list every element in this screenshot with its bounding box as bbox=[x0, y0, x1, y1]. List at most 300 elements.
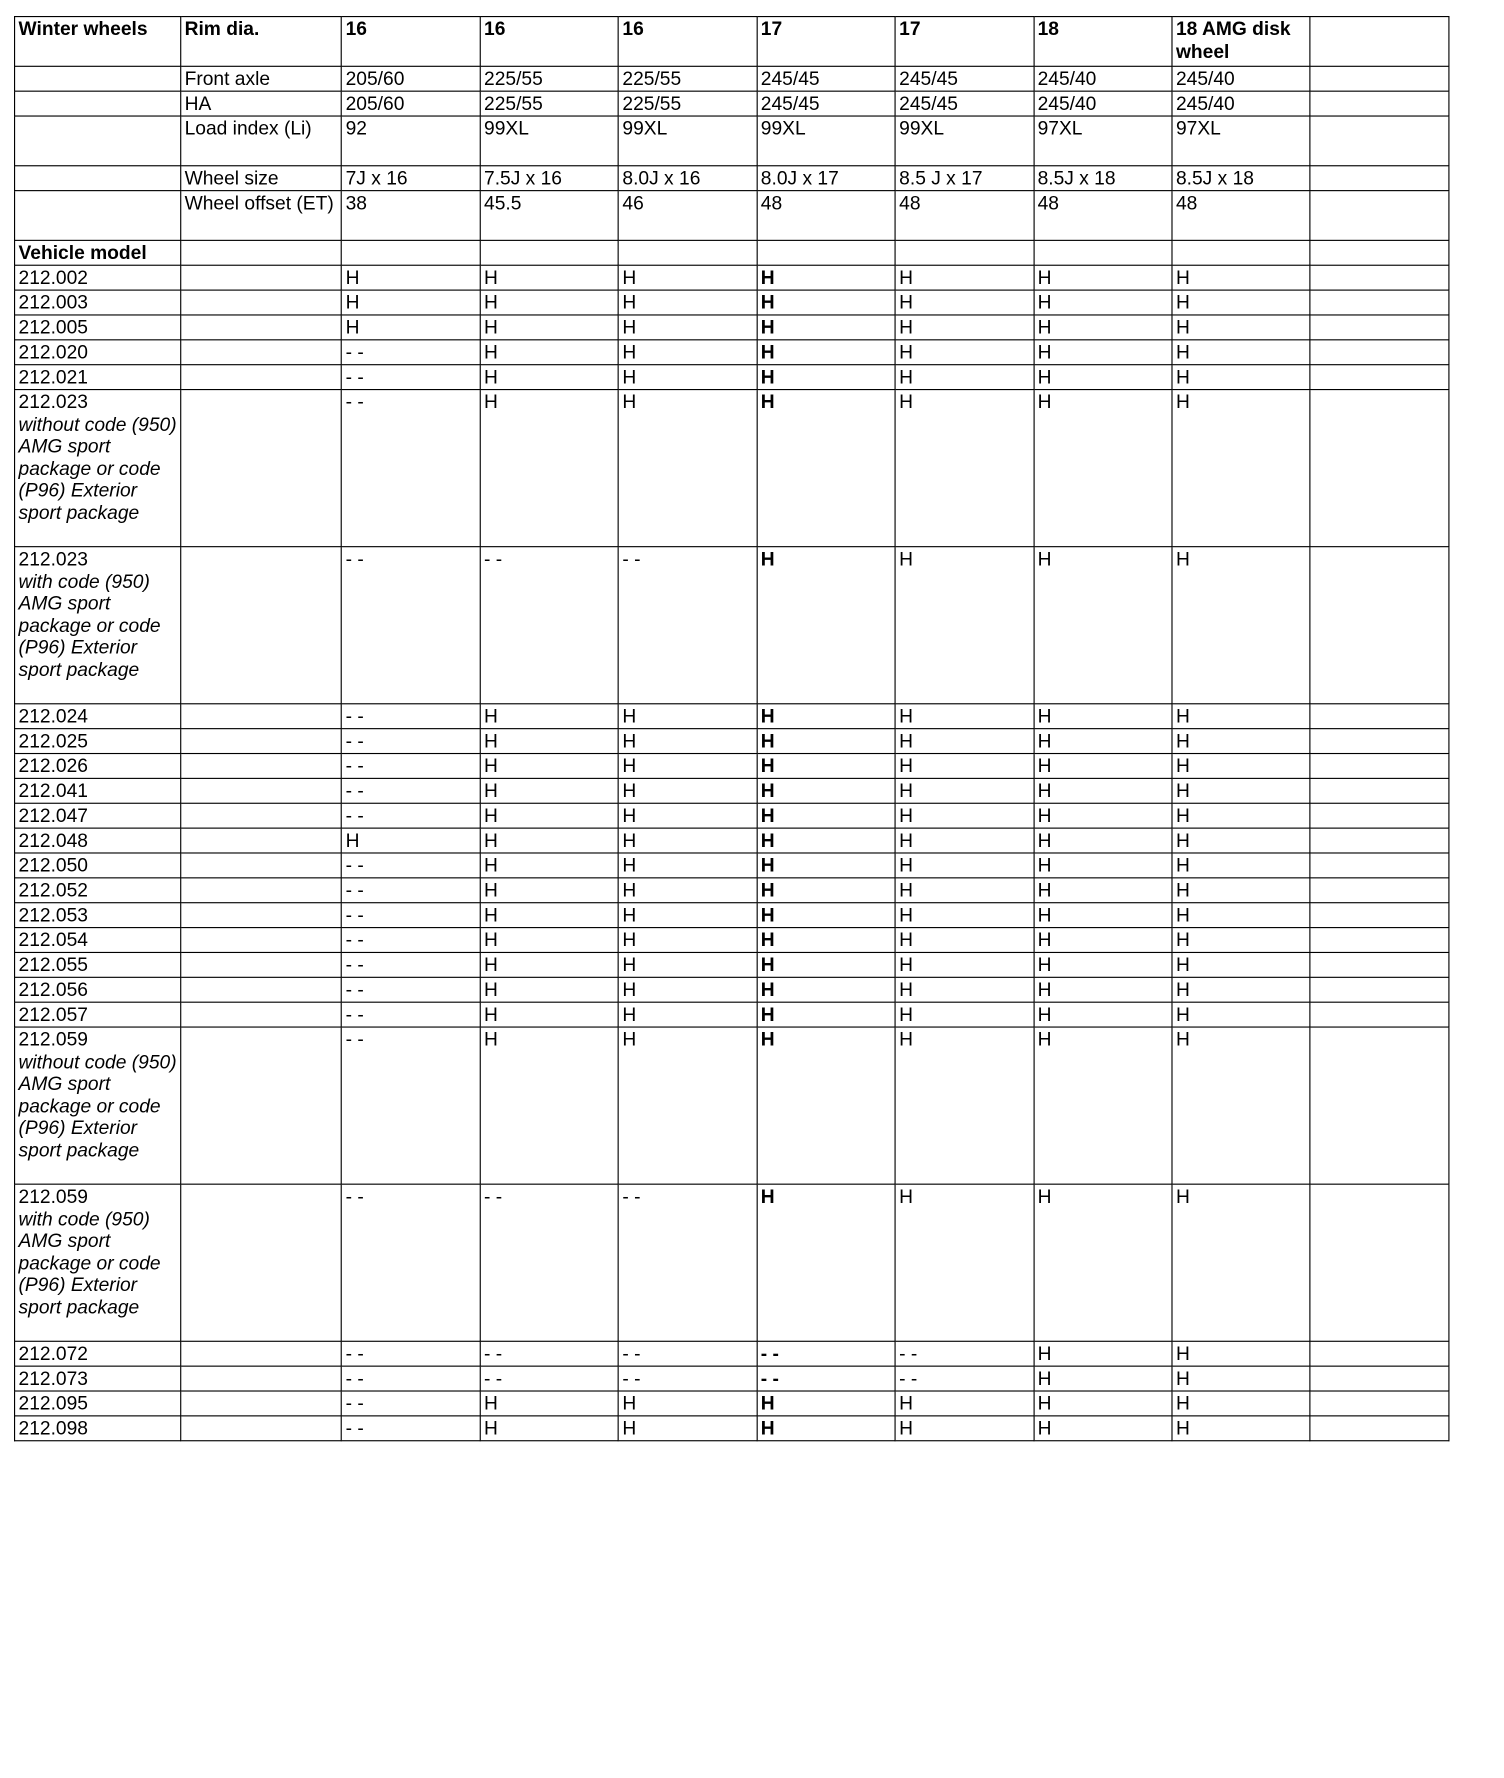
spec-value: 48 bbox=[757, 191, 895, 241]
fitment-value: H bbox=[757, 704, 895, 729]
fitment-value: H bbox=[895, 290, 1033, 315]
spec-value: 48 bbox=[895, 191, 1033, 241]
fitment-value bbox=[1310, 1002, 1449, 1027]
fitment-value bbox=[1310, 729, 1449, 754]
table-row bbox=[15, 1184, 1449, 1341]
vehicle-model-cell bbox=[15, 1002, 181, 1027]
spec-row bbox=[15, 116, 1449, 166]
fitment-value: H bbox=[618, 828, 756, 853]
fitment-value: H bbox=[895, 340, 1033, 365]
fitment-value bbox=[1310, 778, 1449, 803]
fitment-value: - - bbox=[342, 1002, 480, 1027]
vehicle-model-cell bbox=[15, 828, 181, 853]
empty-cell bbox=[181, 1341, 342, 1366]
fitment-value: H bbox=[618, 290, 756, 315]
empty-cell bbox=[181, 778, 342, 803]
vehicle-model-number: 212.023 bbox=[18, 548, 88, 570]
fitment-value bbox=[1310, 977, 1449, 1002]
fitment-value: H bbox=[1172, 1027, 1310, 1184]
spec-value: 245/40 bbox=[1034, 66, 1172, 91]
vehicle-model-number: 212.047 bbox=[18, 804, 88, 827]
fitment-value: H bbox=[618, 778, 756, 803]
spec-value: 8.0J x 16 bbox=[618, 166, 756, 191]
vehicle-model-cell bbox=[15, 365, 181, 390]
fitment-value: H bbox=[1034, 803, 1172, 828]
spec-empty-cell bbox=[15, 191, 181, 241]
fitment-value: H bbox=[757, 828, 895, 853]
fitment-value: H bbox=[1172, 928, 1310, 953]
rim-dia-cell: 16 bbox=[342, 17, 480, 67]
fitment-value: H bbox=[1034, 265, 1172, 290]
table-row bbox=[15, 315, 1449, 340]
vehicle-model-number: 212.025 bbox=[18, 730, 88, 752]
table-row bbox=[15, 547, 1449, 704]
table-row bbox=[15, 977, 1449, 1002]
fitment-value: H bbox=[1172, 1366, 1310, 1391]
spec-value: 7J x 16 bbox=[342, 166, 480, 191]
fitment-value: H bbox=[618, 878, 756, 903]
fitment-value: - - bbox=[618, 547, 756, 704]
spec-row bbox=[15, 91, 1449, 116]
spec-value: 8.5J x 18 bbox=[1172, 166, 1310, 191]
vehicle-model-cell bbox=[15, 1341, 181, 1366]
fitment-value bbox=[1310, 547, 1449, 704]
fitment-value: H bbox=[618, 1027, 756, 1184]
fitment-value bbox=[1310, 853, 1449, 878]
fitment-value: - - bbox=[342, 340, 480, 365]
empty-cell bbox=[181, 365, 342, 390]
fitment-value: H bbox=[895, 1416, 1033, 1441]
vehicle-model-number: 212.002 bbox=[18, 266, 88, 289]
table-row bbox=[15, 1027, 1449, 1184]
table-row bbox=[15, 754, 1449, 779]
spec-row bbox=[15, 66, 1449, 91]
fitment-value bbox=[1310, 1027, 1449, 1184]
spec-value bbox=[1310, 116, 1449, 166]
fitment-value: H bbox=[757, 1391, 895, 1416]
vehicle-model-cell bbox=[15, 315, 181, 340]
vehicle-model-number: 212.053 bbox=[18, 904, 88, 926]
fitment-value: H bbox=[480, 1416, 618, 1441]
rim-dia-cell bbox=[1310, 17, 1449, 67]
fitment-value: H bbox=[1034, 1416, 1172, 1441]
spec-value: 99XL bbox=[480, 116, 618, 166]
fitment-value: H bbox=[480, 1027, 618, 1184]
fitment-value bbox=[1310, 704, 1449, 729]
fitment-value: - - bbox=[895, 1366, 1033, 1391]
vehicle-model-number: 212.048 bbox=[18, 829, 88, 852]
fitment-value: H bbox=[480, 903, 618, 928]
fitment-value: H bbox=[480, 778, 618, 803]
empty-cell bbox=[181, 952, 342, 977]
fitment-value: H bbox=[757, 928, 895, 953]
fitment-value: H bbox=[1172, 1184, 1310, 1341]
fitment-value: H bbox=[342, 290, 480, 315]
spec-value: 99XL bbox=[757, 116, 895, 166]
fitment-value bbox=[1310, 290, 1449, 315]
spec-value: 245/40 bbox=[1172, 91, 1310, 116]
fitment-value: - - bbox=[480, 547, 618, 704]
spec-value: 38 bbox=[342, 191, 480, 241]
fitment-value: H bbox=[480, 977, 618, 1002]
fitment-value: - - bbox=[480, 1366, 618, 1391]
empty-cell bbox=[1310, 240, 1449, 265]
fitment-value: H bbox=[618, 1391, 756, 1416]
fitment-value: H bbox=[1172, 265, 1310, 290]
fitment-value: H bbox=[757, 778, 895, 803]
fitment-value: H bbox=[480, 853, 618, 878]
fitment-value: - - bbox=[342, 853, 480, 878]
fitment-value: H bbox=[480, 952, 618, 977]
fitment-value: H bbox=[1034, 878, 1172, 903]
vehicle-model-number: 212.059 bbox=[18, 1028, 88, 1051]
fitment-value: H bbox=[1034, 828, 1172, 853]
vehicle-model-number: 212.072 bbox=[18, 1342, 88, 1365]
vehicle-model-number: 212.026 bbox=[18, 755, 88, 777]
fitment-value: H bbox=[757, 290, 895, 315]
fitment-value bbox=[1310, 1366, 1449, 1391]
vehicle-model-cell bbox=[15, 803, 181, 828]
empty-cell bbox=[618, 240, 756, 265]
table-row bbox=[15, 704, 1449, 729]
fitment-value: H bbox=[1172, 1002, 1310, 1027]
fitment-value: - - bbox=[480, 1341, 618, 1366]
fitment-value: H bbox=[1034, 754, 1172, 779]
spec-value: 97XL bbox=[1034, 116, 1172, 166]
table-row bbox=[15, 778, 1449, 803]
spec-value bbox=[1310, 166, 1449, 191]
fitment-value bbox=[1310, 878, 1449, 903]
vehicle-model-cell bbox=[15, 928, 181, 953]
fitment-value: H bbox=[895, 390, 1033, 547]
vehicle-model-header-row bbox=[15, 240, 1449, 265]
table-row bbox=[15, 1366, 1449, 1391]
fitment-value: - - bbox=[618, 1366, 756, 1391]
table-title: Winter wheels bbox=[15, 17, 181, 67]
vehicle-model-cell bbox=[15, 729, 181, 754]
fitment-value: H bbox=[618, 977, 756, 1002]
fitment-value: H bbox=[618, 853, 756, 878]
fitment-value: H bbox=[895, 853, 1033, 878]
fitment-value bbox=[1310, 315, 1449, 340]
fitment-value: H bbox=[1034, 853, 1172, 878]
fitment-value: H bbox=[1034, 547, 1172, 704]
empty-cell bbox=[181, 853, 342, 878]
empty-cell bbox=[181, 977, 342, 1002]
vehicle-model-number: 212.054 bbox=[18, 929, 88, 951]
fitment-value bbox=[1310, 340, 1449, 365]
fitment-value: - - bbox=[342, 1027, 480, 1184]
fitment-value: H bbox=[1034, 903, 1172, 928]
fitment-value: H bbox=[480, 365, 618, 390]
fitment-value bbox=[1310, 1341, 1449, 1366]
spec-value: 46 bbox=[618, 191, 756, 241]
fitment-value: H bbox=[895, 315, 1033, 340]
fitment-value: - - bbox=[342, 547, 480, 704]
spec-value: 205/60 bbox=[342, 66, 480, 91]
table-row bbox=[15, 265, 1449, 290]
spec-value: 245/40 bbox=[1034, 91, 1172, 116]
spec-value: 245/45 bbox=[757, 66, 895, 91]
spec-value: 48 bbox=[1172, 191, 1310, 241]
vehicle-model-number: 212.005 bbox=[18, 316, 88, 339]
vehicle-model-number: 212.021 bbox=[18, 366, 88, 388]
fitment-value bbox=[1310, 903, 1449, 928]
vehicle-model-cell bbox=[15, 290, 181, 315]
empty-cell bbox=[181, 878, 342, 903]
fitment-value: H bbox=[757, 878, 895, 903]
spec-row bbox=[15, 191, 1449, 241]
fitment-value bbox=[1310, 1391, 1449, 1416]
spec-value: 225/55 bbox=[618, 91, 756, 116]
fitment-value: H bbox=[895, 729, 1033, 754]
spec-value: 225/55 bbox=[480, 66, 618, 91]
fitment-value: H bbox=[1172, 365, 1310, 390]
fitment-value: H bbox=[895, 265, 1033, 290]
rim-dia-cell: 18 AMG disk wheel bbox=[1172, 17, 1310, 67]
table-row bbox=[15, 928, 1449, 953]
spec-value bbox=[1310, 191, 1449, 241]
vehicle-model-number: 212.020 bbox=[18, 341, 88, 364]
fitment-value: H bbox=[618, 1002, 756, 1027]
fitment-value: H bbox=[1172, 853, 1310, 878]
spec-value: 7.5J x 16 bbox=[480, 166, 618, 191]
spec-value: 99XL bbox=[618, 116, 756, 166]
fitment-value: H bbox=[757, 265, 895, 290]
empty-cell bbox=[181, 1184, 342, 1341]
fitment-value: H bbox=[757, 547, 895, 704]
fitment-value: H bbox=[757, 1002, 895, 1027]
table-row bbox=[15, 1416, 1449, 1441]
spec-empty-cell bbox=[15, 116, 181, 166]
empty-cell bbox=[757, 240, 895, 265]
fitment-value: H bbox=[895, 1184, 1033, 1341]
fitment-value: H bbox=[1034, 1391, 1172, 1416]
table-row bbox=[15, 903, 1449, 928]
fitment-value: H bbox=[1034, 729, 1172, 754]
fitment-value: H bbox=[757, 1184, 895, 1341]
vehicle-model-cell bbox=[15, 1027, 181, 1184]
table-row bbox=[15, 952, 1449, 977]
fitment-value: H bbox=[480, 265, 618, 290]
fitment-value: - - bbox=[342, 365, 480, 390]
vehicle-model-number: 212.073 bbox=[18, 1367, 88, 1390]
vehicle-model-note: with code (950) AMG sport package or code (P96) Exterior sport package bbox=[18, 570, 161, 681]
table-row bbox=[15, 1002, 1449, 1027]
fitment-value: - - bbox=[342, 977, 480, 1002]
fitment-value: H bbox=[1172, 390, 1310, 547]
fitment-value: H bbox=[618, 1416, 756, 1441]
vehicle-model-number: 212.057 bbox=[18, 1003, 88, 1026]
empty-cell bbox=[181, 1002, 342, 1027]
fitment-value: - - bbox=[342, 1416, 480, 1441]
vehicle-model-number: 212.098 bbox=[18, 1417, 88, 1440]
fitment-value: H bbox=[1172, 778, 1310, 803]
fitment-value: H bbox=[1172, 977, 1310, 1002]
fitment-value: H bbox=[1034, 928, 1172, 953]
fitment-value bbox=[1310, 952, 1449, 977]
fitment-value: H bbox=[618, 704, 756, 729]
fitment-value: H bbox=[757, 903, 895, 928]
fitment-value: H bbox=[1172, 1341, 1310, 1366]
fitment-value: H bbox=[618, 340, 756, 365]
vehicle-model-cell bbox=[15, 853, 181, 878]
empty-cell bbox=[181, 928, 342, 953]
fitment-value: H bbox=[342, 828, 480, 853]
fitment-value: H bbox=[757, 803, 895, 828]
vehicle-model-number: 212.024 bbox=[18, 705, 88, 727]
vehicle-model-cell bbox=[15, 704, 181, 729]
fitment-value: H bbox=[757, 365, 895, 390]
vehicle-model-note: without code (950) AMG sport package or code (P96) Exterior sport package bbox=[18, 1050, 177, 1161]
empty-cell bbox=[181, 754, 342, 779]
fitment-value bbox=[1310, 803, 1449, 828]
fitment-value: - - bbox=[342, 1341, 480, 1366]
vehicle-model-number: 212.055 bbox=[18, 954, 88, 976]
empty-cell bbox=[181, 1416, 342, 1441]
fitment-value: H bbox=[480, 1002, 618, 1027]
empty-cell bbox=[1172, 240, 1310, 265]
fitment-value bbox=[1310, 365, 1449, 390]
spec-value: 245/45 bbox=[895, 91, 1033, 116]
table-row bbox=[15, 1341, 1449, 1366]
vehicle-model-cell bbox=[15, 903, 181, 928]
spec-value: 45.5 bbox=[480, 191, 618, 241]
spec-label: Front axle bbox=[181, 66, 342, 91]
empty-cell bbox=[181, 1027, 342, 1184]
empty-cell bbox=[1034, 240, 1172, 265]
vehicle-model-label: Vehicle model bbox=[15, 240, 181, 265]
fitment-value: H bbox=[1172, 754, 1310, 779]
vehicle-model-cell bbox=[15, 778, 181, 803]
fitment-value: - - bbox=[618, 1341, 756, 1366]
fitment-value: - - bbox=[342, 729, 480, 754]
fitment-value: - - bbox=[342, 1366, 480, 1391]
empty-cell bbox=[181, 547, 342, 704]
vehicle-model-number: 212.003 bbox=[18, 291, 88, 314]
fitment-value: H bbox=[895, 547, 1033, 704]
vehicle-model-cell bbox=[15, 547, 181, 704]
fitment-value: H bbox=[895, 977, 1033, 1002]
fitment-value: H bbox=[618, 365, 756, 390]
fitment-value: H bbox=[757, 315, 895, 340]
vehicle-model-cell bbox=[15, 265, 181, 290]
fitment-value bbox=[1310, 754, 1449, 779]
fitment-value: H bbox=[480, 754, 618, 779]
table-row bbox=[15, 803, 1449, 828]
vehicle-model-number: 212.059 bbox=[18, 1185, 88, 1208]
fitment-value: H bbox=[480, 828, 618, 853]
vehicle-model-note: without code (950) AMG sport package or code (P96) Exterior sport package bbox=[18, 413, 177, 523]
spec-empty-cell bbox=[15, 166, 181, 191]
fitment-value: H bbox=[618, 754, 756, 779]
fitment-value: H bbox=[895, 928, 1033, 953]
fitment-value: - - bbox=[895, 1341, 1033, 1366]
spec-value: 245/40 bbox=[1172, 66, 1310, 91]
fitment-value: H bbox=[757, 977, 895, 1002]
rim-dia-cell: 17 bbox=[757, 17, 895, 67]
fitment-value: - - bbox=[757, 1341, 895, 1366]
spec-value: 99XL bbox=[895, 116, 1033, 166]
fitment-value bbox=[1310, 828, 1449, 853]
fitment-value: H bbox=[1172, 1416, 1310, 1441]
fitment-value: - - bbox=[342, 928, 480, 953]
fitment-value: H bbox=[1034, 977, 1172, 1002]
fitment-value: H bbox=[895, 365, 1033, 390]
spec-value: 8.0J x 17 bbox=[757, 166, 895, 191]
fitment-value: H bbox=[618, 928, 756, 953]
vehicle-model-number: 212.052 bbox=[18, 879, 88, 902]
fitment-value: - - bbox=[618, 1184, 756, 1341]
fitment-value: - - bbox=[342, 1391, 480, 1416]
table-row bbox=[15, 290, 1449, 315]
vehicle-model-cell bbox=[15, 1391, 181, 1416]
spec-empty-cell bbox=[15, 66, 181, 91]
fitment-value: - - bbox=[342, 704, 480, 729]
fitment-value: H bbox=[1034, 365, 1172, 390]
empty-cell bbox=[181, 903, 342, 928]
empty-cell bbox=[181, 704, 342, 729]
fitment-value: H bbox=[895, 952, 1033, 977]
vehicle-model-number: 212.095 bbox=[18, 1392, 88, 1415]
fitment-value: H bbox=[618, 265, 756, 290]
fitment-value: H bbox=[1034, 1027, 1172, 1184]
fitment-value: H bbox=[480, 290, 618, 315]
fitment-value: H bbox=[618, 952, 756, 977]
document-page bbox=[14, 16, 1449, 1441]
empty-cell bbox=[895, 240, 1033, 265]
empty-cell bbox=[181, 340, 342, 365]
fitment-value: H bbox=[618, 390, 756, 547]
empty-cell bbox=[181, 1391, 342, 1416]
fitment-value: H bbox=[757, 853, 895, 878]
fitment-value bbox=[1310, 265, 1449, 290]
fitment-value: H bbox=[1172, 803, 1310, 828]
fitment-value: H bbox=[895, 803, 1033, 828]
fitment-value: H bbox=[1172, 952, 1310, 977]
fitment-value: - - bbox=[480, 1184, 618, 1341]
table-row bbox=[15, 729, 1449, 754]
vehicle-model-cell bbox=[15, 390, 181, 547]
fitment-value: - - bbox=[342, 803, 480, 828]
fitment-value: H bbox=[895, 1027, 1033, 1184]
fitment-value: H bbox=[480, 1391, 618, 1416]
fitment-value: H bbox=[757, 340, 895, 365]
header-row bbox=[15, 17, 1449, 67]
spec-value: 225/55 bbox=[618, 66, 756, 91]
fitment-value: H bbox=[757, 729, 895, 754]
fitment-value: H bbox=[757, 1416, 895, 1441]
fitment-value: H bbox=[757, 390, 895, 547]
fitment-value: H bbox=[757, 1027, 895, 1184]
fitment-value: H bbox=[1034, 315, 1172, 340]
fitment-value: H bbox=[480, 878, 618, 903]
table-row bbox=[15, 365, 1449, 390]
fitment-value: H bbox=[480, 340, 618, 365]
spec-value: 8.5J x 18 bbox=[1034, 166, 1172, 191]
empty-cell bbox=[181, 265, 342, 290]
fitment-value: H bbox=[618, 729, 756, 754]
empty-cell bbox=[342, 240, 480, 265]
empty-cell bbox=[181, 390, 342, 547]
table-row bbox=[15, 878, 1449, 903]
winter-wheels-table bbox=[14, 16, 1449, 1441]
vehicle-model-number: 212.050 bbox=[18, 854, 88, 877]
empty-cell bbox=[480, 240, 618, 265]
fitment-value: H bbox=[1172, 878, 1310, 903]
spec-label: Load index (Li) bbox=[181, 116, 342, 166]
spec-value: 245/45 bbox=[757, 91, 895, 116]
